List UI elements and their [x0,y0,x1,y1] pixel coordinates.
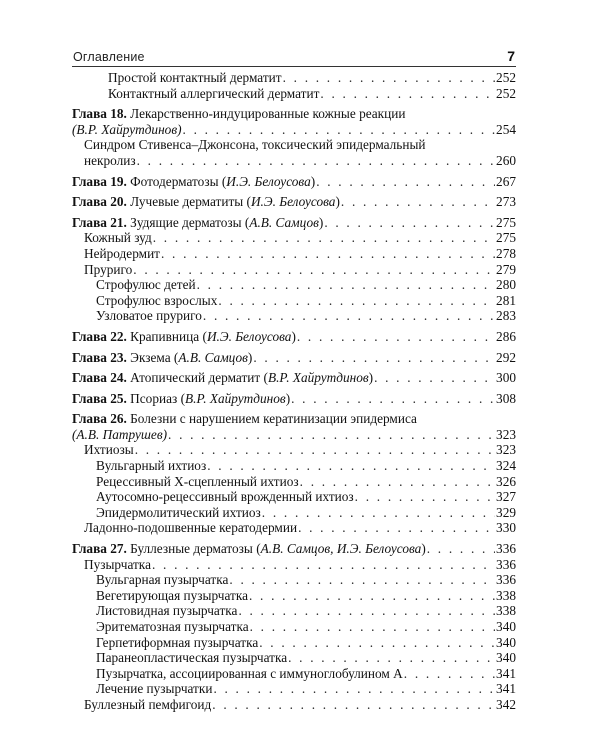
toc-entry-title [72,541,426,557]
dot-leader [168,427,495,443]
toc-entry [72,293,516,309]
dot-leader [161,246,495,262]
dot-leader [404,666,495,682]
toc-entry-line [84,520,516,536]
toc-entry-title [72,215,323,231]
toc-page-number: 300 [496,370,516,386]
dot-leader [374,370,495,386]
toc-page-number: 324 [496,458,516,474]
toc-page-number: 292 [496,349,516,365]
dot-leader [298,520,495,536]
toc-page-number: 341 [496,665,516,681]
toc-entry [72,697,516,713]
toc-chapter-entry [72,370,516,386]
entry-text: Атопический дерматит ( [126,370,268,386]
toc-chapter-entry [72,106,516,137]
toc-entry-title [72,391,290,407]
toc-page-number: 340 [496,634,516,650]
toc-entry-title [72,370,373,386]
entry-text: Псориаз ( [126,390,185,406]
toc-entry-line [96,277,516,293]
toc-entry-line [84,442,516,458]
entry-text: Паранеопластическая пузырчатка [96,650,288,666]
dot-leader [238,603,495,619]
toc-entry-line [96,474,516,490]
entry-text: Ихтиозы [84,442,134,458]
entry-text: Вегетирующая пузырчатка [96,587,248,603]
dot-leader [259,635,495,651]
entry-text: Простой контактный дерматит [108,70,282,85]
running-header [73,50,515,70]
toc-entry-first-line [72,106,516,122]
chapter-number: Глава 22. [72,328,127,344]
entry-text: Пузырчатка, ассоциированная с иммуноглобулином А [96,665,403,681]
toc-entry-title [72,194,340,210]
toc-entry-line [96,308,516,324]
dot-leader [135,442,495,458]
dot-leader [203,308,495,324]
dot-leader [262,505,495,521]
toc-entry-title [96,458,206,474]
chapter-author: И.Э. Белоусова [250,194,336,210]
dot-leader [212,697,495,713]
toc-entry-first-line [72,411,516,427]
toc-page-number: 338 [496,603,516,619]
entry-text: Вульгарный ихтиоз [96,458,207,474]
toc-entry-line [72,391,516,407]
chapter-number: Глава 26. [72,411,127,427]
chapter-title: Болезни с нарушением кератинизации эпидермиса [126,411,417,427]
toc-entry-title [96,619,249,635]
chapter-author: (В.Р. Хайрутдинов) [72,121,182,137]
chapter-number: Глава 24. [72,370,127,386]
toc-page-number: 336 [496,572,516,588]
toc-entry-title [72,329,296,345]
toc-chapter-entry [72,350,516,366]
toc-page-number: 340 [496,619,516,634]
dot-leader [133,262,495,278]
toc-entry-title [96,505,261,521]
entry-text: Рецессивный Х-сцепленный ихтиоз [96,473,299,489]
toc-entry [72,458,516,474]
toc-entry-title [96,572,228,588]
entry-text-tail: ) [421,541,426,557]
toc-page-number: 286 [496,328,516,344]
toc-entry [72,442,516,458]
toc-entry-line [96,572,516,588]
toc-entry-line [72,427,516,443]
dot-leader [324,215,495,231]
dot-leader [320,86,495,102]
toc-entry-title [72,174,315,190]
toc-entry-title [84,153,136,169]
toc-entry-line [96,650,516,666]
dot-leader [316,174,495,190]
toc-entry [72,308,516,324]
toc-entry-line [84,697,516,713]
toc-entry-title [96,635,258,651]
toc-entry [72,474,516,490]
dot-leader [427,541,495,557]
toc-entry-line [96,666,516,682]
toc-entry-line [96,505,516,521]
entry-text: Фотодерматозы ( [126,173,227,189]
toc-page-number: 252 [496,85,516,101]
toc-page-number: 267 [496,173,516,189]
toc-entry [72,277,516,293]
entry-text: Герпетиформная пузырчатка [96,634,259,650]
toc-chapter-entry [72,391,516,407]
entry-text: Кожный зуд [84,230,152,246]
chapter-number: Глава 18. [72,106,127,122]
chapter-number: Глава 23. [72,349,127,365]
toc-entry-line [96,588,516,604]
chapter-author: И.Э. Белоусова [226,173,311,189]
entry-text: Лучевые дерматиты ( [126,194,251,210]
chapter-number: Глава 21. [72,214,127,230]
toc-entry-title [84,262,132,278]
toc-entry-title [84,230,152,246]
toc-entry-title [84,697,211,713]
toc-page-number: 275 [496,230,516,246]
entry-text: Зудящие дерматозы ( [126,214,250,230]
chapter-author: В.Р. Хайрутдинов [185,390,286,406]
dot-leader [253,350,495,366]
toc-entry-title [96,293,217,309]
toc-entry-line [108,86,516,102]
toc-entry [72,603,516,619]
dot-leader [207,458,495,474]
toc-entry-line [72,174,516,190]
toc-entry [72,588,516,604]
toc-entry-title [96,474,299,490]
entry-text-tail: ) [247,349,253,365]
toc-entry [72,635,516,651]
toc-entry-line [96,681,516,697]
dot-leader [218,293,495,309]
toc-entry-title [108,86,319,102]
entry-text: Аутосомно-рецессивный врожденный ихтиоз [96,489,354,505]
chapter-title: Синдром Стивенса–Джонсона, токсический эпидермальный [84,137,426,153]
toc-page-number: 327 [496,489,516,505]
toc-entry [72,70,516,86]
toc-entry-line [84,262,516,278]
chapter-author: (А.В. Патрушев) [72,426,168,442]
toc-entry-title [96,681,212,697]
entry-text: Строфулюс детей [96,277,196,293]
toc-chapter-entry [72,215,516,231]
dot-leader [300,474,495,490]
toc-entry-title [84,557,151,573]
toc-chapter-entry [72,329,516,345]
entry-text: Лечение пузырчатки [96,681,213,697]
entry-text: Строфулюс взрослых [96,292,218,308]
toc-page-number: 326 [496,473,516,489]
toc-entry-line [96,635,516,651]
toc-chapter-entry [72,194,516,210]
toc-entry-title [96,588,248,604]
chapter-author: И.Э. Белоусова [206,328,292,344]
toc-entry-title [96,308,202,324]
toc-page-number: 278 [496,245,516,261]
dot-leader [288,650,495,666]
toc-entry-line [96,603,516,619]
dot-leader [213,681,495,697]
toc-chapter-entry [72,174,516,190]
dot-leader [355,489,495,505]
toc-entry-title [84,246,160,262]
toc-entry-line [72,215,516,231]
chapter-title: Лекарственно-индуцированные кожные реакции [126,106,406,122]
toc-page-number: 275 [496,214,516,230]
toc-page-number: 273 [496,194,516,210]
toc-page-number: 252 [496,70,516,85]
toc-page-number: 323 [496,426,516,442]
toc-entry-line [96,293,516,309]
toc-page-number: 323 [496,442,516,458]
entry-text: Пузырчатка [84,556,151,572]
toc-entry [72,681,516,697]
toc-chapter-entry [72,411,516,442]
toc-entry-title [72,122,182,138]
toc-page-number: 280 [496,277,516,293]
toc-entry-line [72,541,516,557]
chapter-number: Глава 20. [72,194,127,210]
toc-entry-line [72,194,516,210]
entry-text: Ладонно-подошвенные кератодермии [84,520,298,536]
entry-text-tail: ) [368,370,374,386]
toc-entry [72,619,516,635]
toc-entry-line [84,557,516,573]
entry-text: Крапивница ( [126,328,207,344]
toc-entry [72,650,516,666]
chapter-number: Глава 19. [72,173,127,189]
toc-entry-title [96,666,403,682]
toc-entry [72,246,516,262]
entry-text: Контактный аллергический дерматит [108,85,320,101]
entry-text-tail: ) [285,390,291,406]
chapter-number: Глава 27. [72,541,127,557]
toc-page-number: 260 [496,152,516,168]
toc-page-number: 340 [496,650,516,666]
toc-entry [72,137,516,168]
toc-entry [72,230,516,246]
toc-page-number: 338 [496,587,516,603]
toc-entry-line [72,370,516,386]
toc-page-number: 308 [496,390,516,406]
toc-entry-title [84,442,134,458]
toc-entry-title [84,520,297,536]
toc-entry [72,666,516,682]
dot-leader [341,194,495,210]
toc-entry-title [96,603,237,619]
entry-text: некролиз [84,152,136,168]
dot-leader [229,572,495,588]
dot-leader [183,122,496,138]
entry-text: Вульгарная пузырчатка [96,572,229,588]
toc-entry-line [96,619,516,635]
entry-text-tail: ) [318,214,324,230]
chapter-author: А.В. Самцов, И.Э. Белоусова [260,541,422,557]
toc-entry-line [96,458,516,474]
entry-text-tail: ) [291,328,296,344]
dot-leader [249,588,495,604]
entry-text: Нейродермит [84,245,160,261]
toc-entry-title [72,427,167,443]
entry-text: Листовидная пузырчатка [96,603,238,619]
toc-page-number: 279 [496,261,516,277]
toc-entry [72,489,516,505]
entry-text: Эпидермолитический ихтиоз [96,504,261,520]
toc-entry [72,572,516,588]
dot-leader [152,557,495,573]
toc-page-number: 254 [496,121,516,137]
toc-page-number: 330 [496,520,516,536]
dot-leader [197,277,495,293]
entry-text: Буллезный пемфигоид [84,696,212,712]
toc-entry [72,520,516,536]
toc-entry-line [72,329,516,345]
dot-leader [283,70,495,86]
dot-leader [250,619,495,635]
entry-text: Буллезные дерматозы ( [126,541,261,557]
toc-entry-title [96,277,196,293]
chapter-author: А.В. Самцов [178,349,248,365]
entry-text: Экзема ( [126,349,179,365]
entry-text: Узловатое пруриго [96,308,202,324]
entry-text: Эритематозная пузырчатка [96,619,249,634]
chapter-number: Глава 25. [72,390,127,406]
toc-page-number: 283 [496,308,516,324]
toc-entry-line [84,230,516,246]
toc-entry-line [72,122,516,138]
toc-entry-line [108,70,516,86]
toc-page-number: 329 [496,504,516,520]
toc-entry-title [96,489,354,505]
toc-entry-first-line [84,137,516,153]
toc-entry [72,86,516,102]
toc-page-number: 336 [496,541,516,557]
toc-entry-title [108,70,282,86]
dot-leader [137,153,495,169]
toc-entry-line [72,350,516,366]
toc-entry [72,262,516,278]
toc-entry-title [96,650,287,666]
table-of-contents [72,70,516,713]
toc-entry [72,505,516,521]
toc-entry-title [72,350,252,366]
header-rule [72,66,516,67]
page-number: 7 [507,48,515,64]
toc-chapter-entry [72,541,516,557]
toc-entry-line [96,489,516,505]
toc-page-number: 336 [496,556,516,572]
toc-page-number: 341 [496,681,516,697]
toc-page-number: 281 [496,292,516,308]
dot-leader [153,230,495,246]
dot-leader [297,329,495,345]
chapter-author: В.Р. Хайрутдинов [267,370,369,386]
entry-text: Пруриго [84,261,133,277]
entry-text-tail: ) [310,173,316,189]
toc-entry-line [84,246,516,262]
toc-entry-line [84,153,516,169]
chapter-author: А.В. Самцов [249,214,319,230]
entry-text-tail: ) [335,194,340,210]
toc-entry [72,557,516,573]
toc-page-number: 342 [496,696,516,712]
dot-leader [291,391,495,407]
running-header-title: Оглавление [73,50,145,64]
